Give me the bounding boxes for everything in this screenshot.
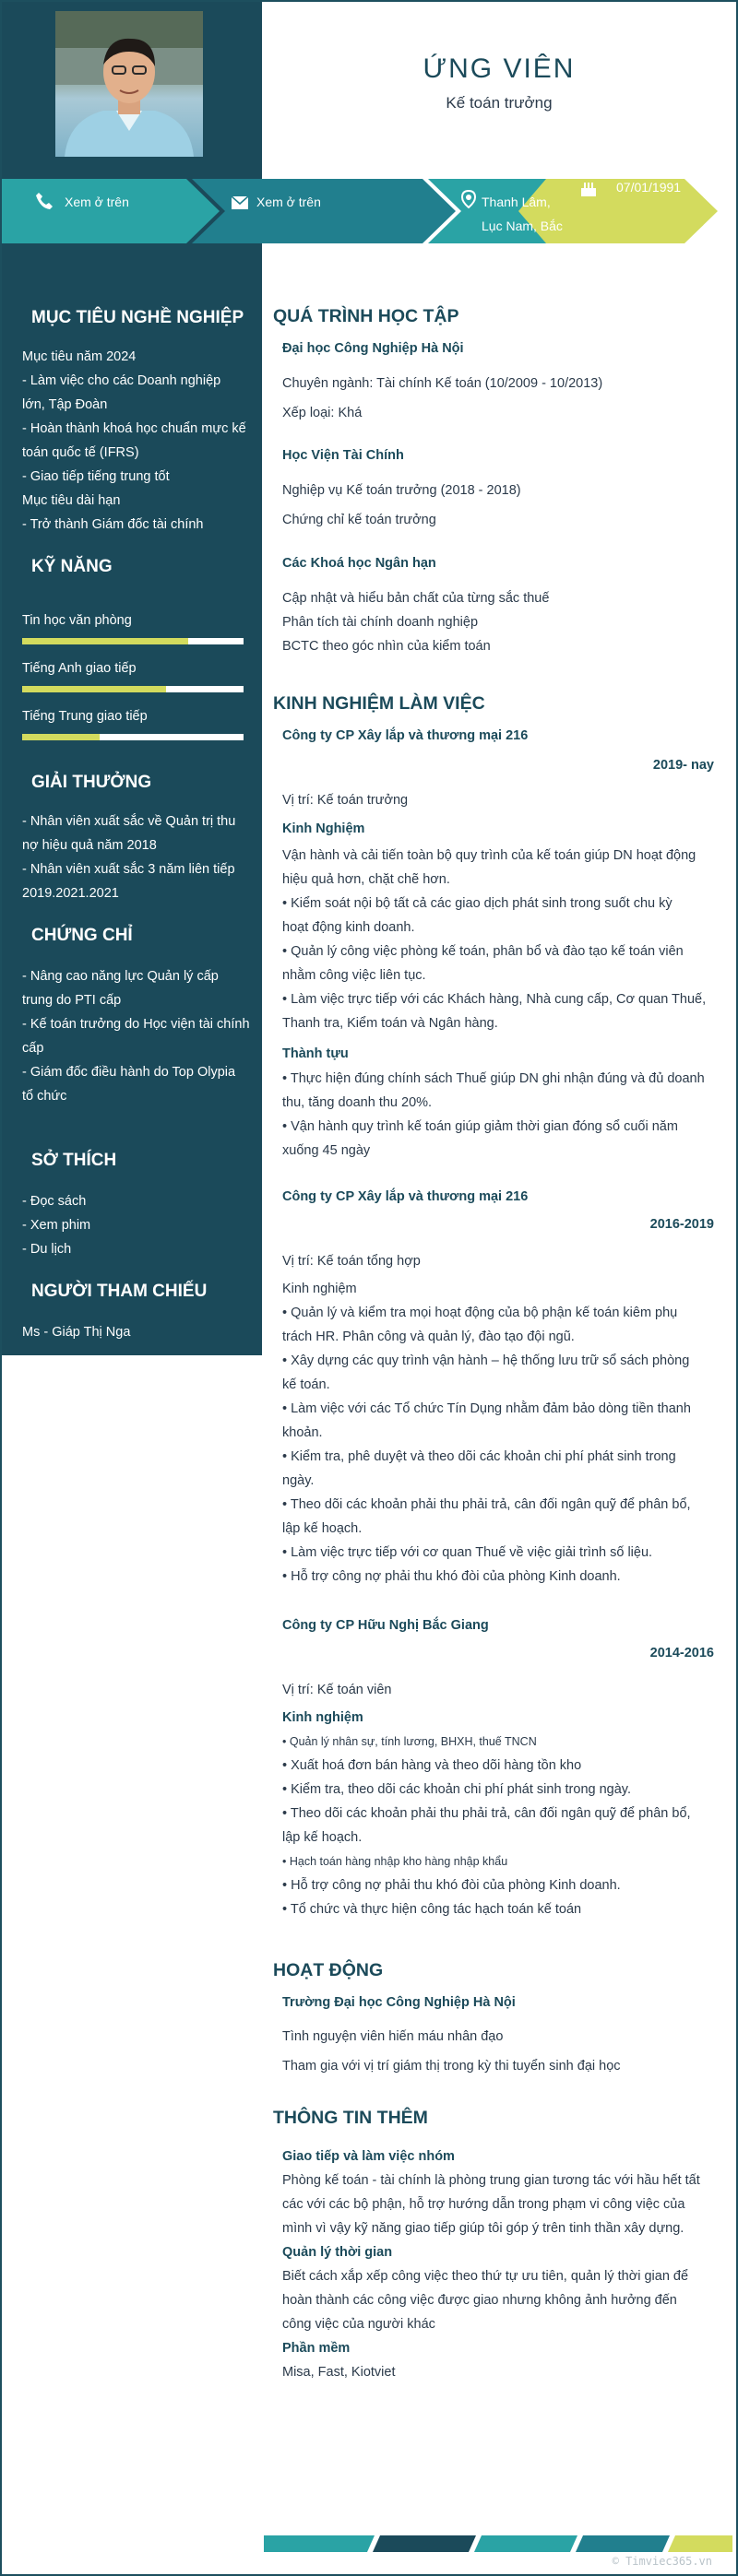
skill-name: Tiếng Anh giao tiếp: [22, 661, 137, 676]
job-achievement-line: • Thực hiện đúng chính sách Thuế giúp DN ghi nhận đúng và đủ doanh: [282, 1071, 705, 1086]
school-line: Xếp loại: Khá: [282, 406, 363, 420]
skills-heading: KỸ NĂNG: [31, 557, 113, 576]
objective-heading: MỤC TIÊU NGHỀ NGHIỆP: [31, 308, 244, 327]
activity-list: [282, 2025, 716, 2078]
job-experience-line: • Quản lý nhân sự, tính lương, BHXH, thuế TNCN: [282, 1735, 537, 1748]
contact-birthday-text: 07/01/1991: [616, 180, 682, 195]
school-name: Đại học Công Nghiệp Hà Nội: [282, 341, 464, 356]
skill-bar: [22, 734, 244, 740]
job-experience-line: • Hỗ trợ công nợ phải thu khó đòi của phòng Kinh doanh.: [282, 1878, 621, 1893]
job-experience-line: • Quản lý và kiểm tra mọi hoạt động của bộ phận kế toán kiêm phụ: [282, 1306, 678, 1320]
contact-email: [231, 179, 415, 243]
certificates-list: [22, 964, 255, 1108]
objective-line: - Làm việc cho các Doanh nghiệp: [22, 373, 221, 388]
contact-phone-text: Xem ở trên: [65, 195, 129, 209]
job-achievement-title: Thành tựu: [282, 1046, 349, 1061]
birthday-cake-icon: [579, 179, 598, 197]
activities-heading: HOẠT ĐỘNG: [273, 1960, 384, 1980]
job-experience-list: [282, 844, 716, 1035]
candidate-position: Kế toán trưởng: [446, 94, 553, 112]
objective-line: - Trở thành Giám đốc tài chính: [22, 517, 204, 532]
school-details: [282, 586, 716, 658]
job-position: Vị trí: Kế toán trưởng: [282, 793, 409, 808]
job-achievement-line: thu, tăng doanh thu 20%.: [282, 1095, 433, 1110]
objective-line: - Giao tiếp tiếng trung tốt: [22, 469, 170, 484]
school-details: [282, 372, 716, 425]
certificate-line: - Nâng cao năng lực Quản lý cấp: [22, 969, 219, 984]
objective-line: Mục tiêu dài hạn: [22, 493, 121, 508]
envelope-icon: [231, 194, 249, 212]
activity-line: Tình nguyện viên hiến máu nhân đạo: [282, 2029, 504, 2044]
job-period: 2019- nay: [652, 758, 714, 773]
extra-line: Phòng kế toán - tài chính là phòng trung gian tương tác với hầu hết tất: [282, 2173, 700, 2188]
job-experience-line: • Làm việc trực tiếp với các Khách hàng, Nhà cung cấp, Cơ quan Thuế,: [282, 992, 707, 1007]
hobbies-list: [22, 1189, 255, 1261]
extra-line: Biết cách xắp xếp công việc theo thứ tự ưu tiên, quản lý thời gian để: [282, 2269, 689, 2284]
avatar: [55, 11, 203, 157]
experience-heading: KINH NGHIỆM LÀM VIỆC: [273, 693, 485, 714]
job-experience-line: • Kiểm tra, theo dõi các khoản chi phí phát sinh trong ngày.: [282, 1782, 632, 1797]
certificate-line: tổ chức: [22, 1089, 67, 1104]
job-experience-line: • Làm việc trực tiếp với cơ quan Thuế về việc giải trình số liệu.: [282, 1545, 653, 1560]
extra-line: mình vì vậy kỹ năng giao tiếp giúp tôi góp ý trên tinh thần xây dựng.: [282, 2221, 684, 2236]
job-experience-line: hoạt động kinh doanh.: [282, 920, 415, 935]
job-experience-line: • Xây dựng các quy trình vận hành – hệ thống lưu trữ sổ sách phòng: [282, 1353, 690, 1368]
job-experience-line: Thanh tra, Kiểm toán và Ngân hàng.: [282, 1016, 498, 1031]
candidate-title: ỨNG VIÊN: [423, 53, 576, 84]
extra-line: hoàn thành các công việc được giao nhưng không ảnh hưởng đến: [282, 2293, 677, 2308]
job-experience-title: Kinh nghiệm: [282, 1282, 357, 1296]
contact-address-line1: Thanh Lâm,: [482, 195, 551, 209]
objective-line: - Hoàn thành khoá học chuẩn mực kế: [22, 421, 246, 436]
certificate-line: cấp: [22, 1041, 44, 1056]
job-experience-line: lập kế hoạch.: [282, 1830, 363, 1845]
footer-band: [264, 2535, 732, 2552]
job-experience-line: kế toán.: [282, 1377, 330, 1392]
job-experience-list: [282, 1730, 716, 1921]
certificate-line: - Kế toán trưởng do Học viện tài chính: [22, 1017, 250, 1032]
job-experience-line: • Kiểm soát nội bộ tất cả các giao dịch phát sinh trong suốt chu kỳ: [282, 896, 673, 911]
objective-line: toán quốc tế (IFRS): [22, 445, 139, 460]
skill-bar: [22, 686, 244, 692]
award-line: - Nhân viên xuất sắc 3 năm liên tiếp: [22, 862, 235, 877]
reference-line: Ms - Giáp Thị Nga: [22, 1325, 131, 1340]
job-experience-line: • Tổ chức và thực hiện công tác hạch toán kế toán: [282, 1902, 582, 1917]
hobby-line: - Xem phim: [22, 1218, 91, 1233]
contact-phone: [35, 179, 192, 243]
extra-heading: THÔNG TIN THÊM: [273, 2108, 428, 2128]
contact-address: [459, 179, 589, 243]
references-heading: NGƯỜI THAM CHIẾU: [31, 1282, 208, 1301]
job-company: Công ty CP Xây lắp và thương mại 216: [282, 728, 529, 743]
contact-band: [2, 179, 736, 243]
job-experience-line: Vận hành và cải tiến toàn bộ quy trình của kế toán giúp DN hoạt động: [282, 848, 696, 863]
certificate-line: trung do PTI cấp: [22, 993, 122, 1008]
job-experience-line: • Hạch toán hàng nhập kho hàng nhập khẩu: [282, 1855, 508, 1868]
job-company: Công ty CP Xây lắp và thương mại 216: [282, 1189, 529, 1204]
activity-org: Trường Đại học Công Nghiệp Hà Nội: [282, 1995, 516, 2010]
school-name: Các Khoá học Ngân hạn: [282, 556, 436, 571]
skill-bar: [22, 638, 244, 644]
hobby-line: - Đọc sách: [22, 1194, 87, 1209]
school-line: Nghiệp vụ Kế toán trưởng (2018 - 2018): [282, 483, 521, 498]
school-name: Học Viện Tài Chính: [282, 448, 404, 463]
job-achievement-line: • Vận hành quy trình kế toán giúp giảm thời gian đóng sổ cuối năm: [282, 1119, 678, 1134]
award-line: - Nhân viên xuất sắc về Quản trị thu: [22, 814, 236, 829]
location-pin-icon: [459, 190, 478, 208]
school-line: Chứng chỉ kế toán trưởng: [282, 513, 436, 527]
job-experience-line: • Theo dõi các khoản phải thu phải trả, cân đối ngân quỹ để phân bổ,: [282, 1806, 691, 1821]
job-experience-line: khoản.: [282, 1425, 323, 1440]
certificate-line: - Giám đốc điều hành do Top Olypia: [22, 1065, 236, 1080]
watermark: © Timviec365.vn: [612, 2555, 712, 2568]
job-experience-line: nhằm công việc liên tục.: [282, 968, 426, 983]
job-experience-list: [282, 1301, 716, 1589]
job-experience-line: lập kế hoạch.: [282, 1521, 363, 1536]
hobby-line: - Du lịch: [22, 1242, 72, 1257]
school-line: BCTC theo góc nhìn của kiểm toán: [282, 639, 491, 654]
contact-email-text: Xem ở trên: [256, 195, 321, 209]
contact-birthday: [579, 179, 718, 243]
job-experience-title: Kinh nghiệm: [282, 1710, 363, 1725]
certificates-heading: CHỨNG CHỈ: [31, 926, 133, 945]
extra-line: Misa, Fast, Kiotviet: [282, 2365, 396, 2380]
awards-heading: GIẢI THƯỞNG: [31, 773, 152, 792]
objective-list: [22, 345, 255, 537]
job-company: Công ty CP Hữu Nghị Bắc Giang: [282, 1618, 489, 1633]
job-achievement-line: xuống 45 ngày: [282, 1143, 371, 1158]
award-line: 2019.2021.2021: [22, 886, 119, 901]
job-position: Vị trí: Kế toán tổng hợp: [282, 1254, 421, 1269]
job-position: Vị trí: Kế toán viên: [282, 1683, 392, 1697]
job-experience-line: trách HR. Phân công và quản lý, đào tạo đội ngũ.: [282, 1329, 575, 1344]
awards-list: [22, 809, 255, 905]
extra-group-title: Giao tiếp và làm việc nhóm: [282, 2149, 455, 2164]
award-line: nợ hiệu quả năm 2018: [22, 838, 157, 853]
skill-bar-fill: [22, 638, 188, 644]
school-details: [282, 479, 716, 532]
job-period: 2014-2016: [649, 1646, 714, 1660]
skill-name: Tin học văn phòng: [22, 613, 132, 628]
skill-bar-fill: [22, 686, 166, 692]
skill-bar-fill: [22, 734, 100, 740]
objective-line: lớn, Tập Đoàn: [22, 397, 108, 412]
skill-name: Tiếng Trung giao tiếp: [22, 709, 148, 724]
job-experience-line: • Hỗ trợ công nợ phải thu khó đòi của phòng Kinh doanh.: [282, 1569, 621, 1584]
job-experience-line: • Quản lý công việc phòng kế toán, phân bổ và đào tạo kế toán viên: [282, 944, 684, 959]
extra-list: [282, 2145, 716, 2384]
job-experience-line: • Theo dõi các khoản phải thu phải trả, cân đối ngân quỹ để phân bổ,: [282, 1497, 691, 1512]
contact-address-line2: Lục Nam, Bắc: [482, 219, 563, 233]
job-experience-line: ngày.: [282, 1473, 315, 1488]
school-line: Phân tích tài chính doanh nghiệp: [282, 615, 479, 630]
extra-line: các với các bộ phận, hỗ trợ hướng dẫn trong phạm vi công việc của: [282, 2197, 685, 2212]
extra-group-title: Phần mềm: [282, 2341, 351, 2356]
job-experience-title: Kinh Nghiệm: [282, 821, 365, 836]
job-experience-line: • Xuất hoá đơn bán hàng và theo dõi hàng tồn kho: [282, 1758, 582, 1773]
objective-line: Mục tiêu năm 2024: [22, 349, 137, 364]
school-line: Chuyên ngành: Tài chính Kế toán (10/2009 - 10/2013): [282, 376, 603, 391]
hobbies-heading: SỞ THÍCH: [31, 1151, 117, 1170]
activity-line: Tham gia với vị trí giám thị trong kỳ thi tuyển sinh đại học: [282, 2059, 621, 2074]
extra-line: công việc của người khác: [282, 2317, 435, 2332]
phone-icon: [35, 192, 54, 210]
job-achievement-list: [282, 1067, 716, 1163]
school-line: Cập nhật và hiểu bản chất của từng sắc thuế: [282, 591, 550, 606]
extra-group-title: Quản lý thời gian: [282, 2245, 393, 2260]
job-experience-line: hiệu quả hơn, chặt chẽ hơn.: [282, 872, 450, 887]
job-experience-line: • Kiểm tra, phê duyệt và theo dõi các khoản chi phí phát sinh trong: [282, 1449, 676, 1464]
job-period: 2016-2019: [649, 1217, 714, 1232]
education-heading: QUÁ TRÌNH HỌC TẬP: [273, 306, 459, 326]
job-experience-line: • Làm việc với các Tổ chức Tín Dụng nhằm đảm bảo dòng tiền thanh: [282, 1401, 691, 1416]
